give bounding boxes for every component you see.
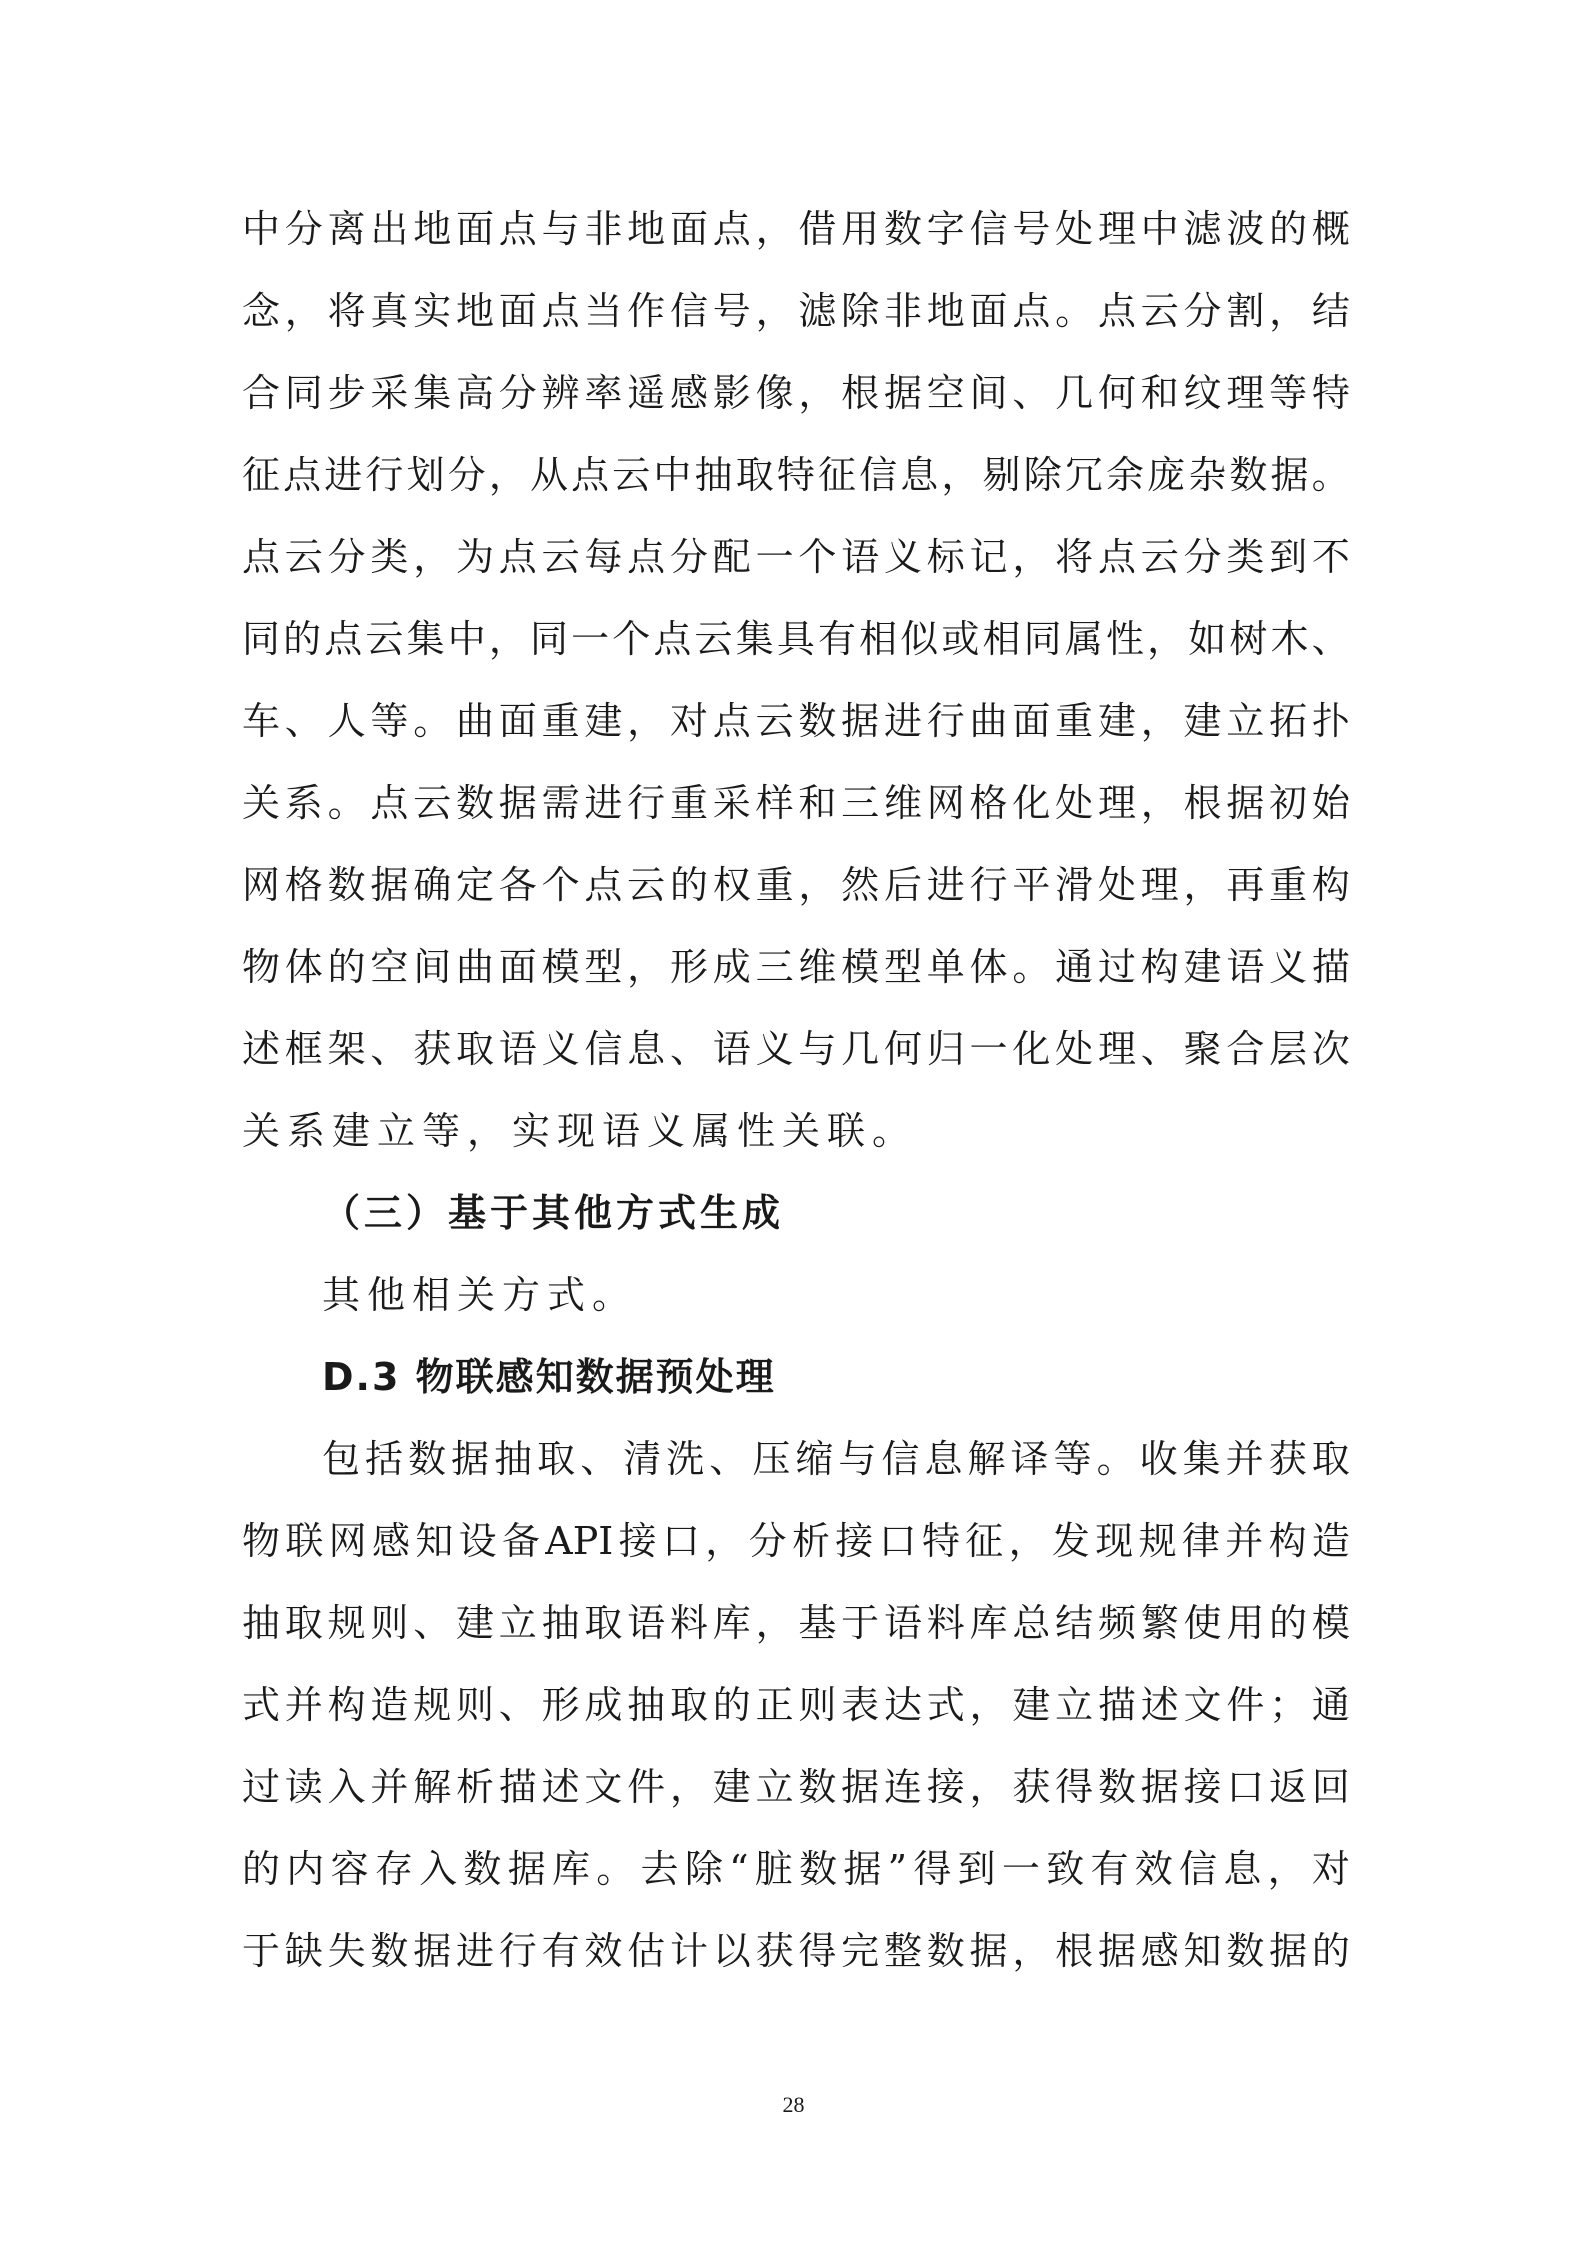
text-line: 网 格 数 据 确 定 各 个 点 云 的 权 重 ， 然 后 进 行 平 滑 处 理 ， 再 重 构 — [242, 863, 1350, 907]
text-line: 合 同 步 采 集 高 分 辨 率 遥 感 影 像 ， 根 据 空 间 、 几 何 和 纹 理 等 特 — [242, 371, 1350, 415]
text-line: 过 读 入 并 解 析 描 述 文 件 ， 建 立 数 据 连 接 ， 获 得 数 据 接 口 返 回 — [242, 1765, 1350, 1809]
text-line: 的 内 容 存 入 数 据 库 。 去 除 “ 脏 数 据 ” 得 到 一 致 有 效 信 息 ， 对 — [242, 1847, 1350, 1891]
page-content — [242, 188, 1350, 1992]
section-heading: D.3 物联感知数据预处理 — [322, 1355, 776, 1399]
paragraph-iot-preprocessing — [242, 1418, 1350, 1992]
paragraph-point-cloud — [242, 188, 1350, 1172]
text-line: 于 缺 失 数 据 进 行 有 效 估 计 以 获 得 完 整 数 据 ， 根 据 感 知 数 据 的 — [242, 1929, 1350, 1973]
text-line: 关 系 。 点 云 数 据 需 进 行 重 采 样 和 三 维 网 格 化 处 理 ， 根 据 初 始 — [242, 781, 1350, 825]
text-line: 物 联 网 感 知 设 备 API 接 口 ， 分 析 接 口 特 征 ， 发 现 规 律 并 构 造 — [242, 1519, 1350, 1563]
subsection-heading: （三）基于其他方式生成 — [322, 1190, 785, 1235]
subsection-text: 其他相关方式。 — [322, 1273, 638, 1317]
text-line: 关系建立等，实现语义属性关联。 — [242, 1109, 918, 1153]
text-line: 述 框 架 、 获 取 语 义 信 息 、 语 义 与 几 何 归 一 化 处 理 、 聚 合 层 次 — [242, 1027, 1350, 1071]
text-line: 抽 取 规 则 、 建 立 抽 取 语 料 库 ， 基 于 语 料 库 总 结 频 繁 使 用 的 模 — [242, 1601, 1350, 1645]
text-line: 物 体 的 空 间 曲 面 模 型 ， 形 成 三 维 模 型 单 体 。 通 过 构 建 语 义 描 — [242, 945, 1350, 989]
text-line: 包 括 数 据 抽 取 、 清 洗 、 压 缩 与 信 息 解 译 等 。 收 集 并 获 取 — [322, 1437, 1350, 1481]
text-line: 式 并 构 造 规 则 、 形 成 抽 取 的 正 则 表 达 式 ， 建 立 描 述 文 件 ； 通 — [242, 1683, 1350, 1727]
text-line: 中 分 离 出 地 面 点 与 非 地 面 点 ， 借 用 数 字 信 号 处 理 中 滤 波 的 概 — [242, 207, 1350, 251]
text-line: 念 ， 将 真 实 地 面 点 当 作 信 号 ， 滤 除 非 地 面 点 。 点 云 分 割 ， 结 — [242, 289, 1350, 333]
page-number: 28 — [782, 2092, 805, 2117]
text-line: 同 的 点 云 集 中 ， 同 一 个 点 云 集 具 有 相 似 或 相 同 属 性 ， 如 树 木 、 — [242, 617, 1350, 661]
text-line: 征 点 进 行 划 分 ， 从 点 云 中 抽 取 特 征 信 息 ， 剔 除 冗 余 庞 杂 数 据 。 — [242, 453, 1350, 497]
text-line: 点 云 分 类 ， 为 点 云 每 点 分 配 一 个 语 义 标 记 ， 将 点 云 分 类 到 不 — [242, 535, 1350, 579]
text-line: 车 、 人 等 。 曲 面 重 建 ， 对 点 云 数 据 进 行 曲 面 重 建 ， 建 立 拓 扑 — [242, 699, 1350, 743]
